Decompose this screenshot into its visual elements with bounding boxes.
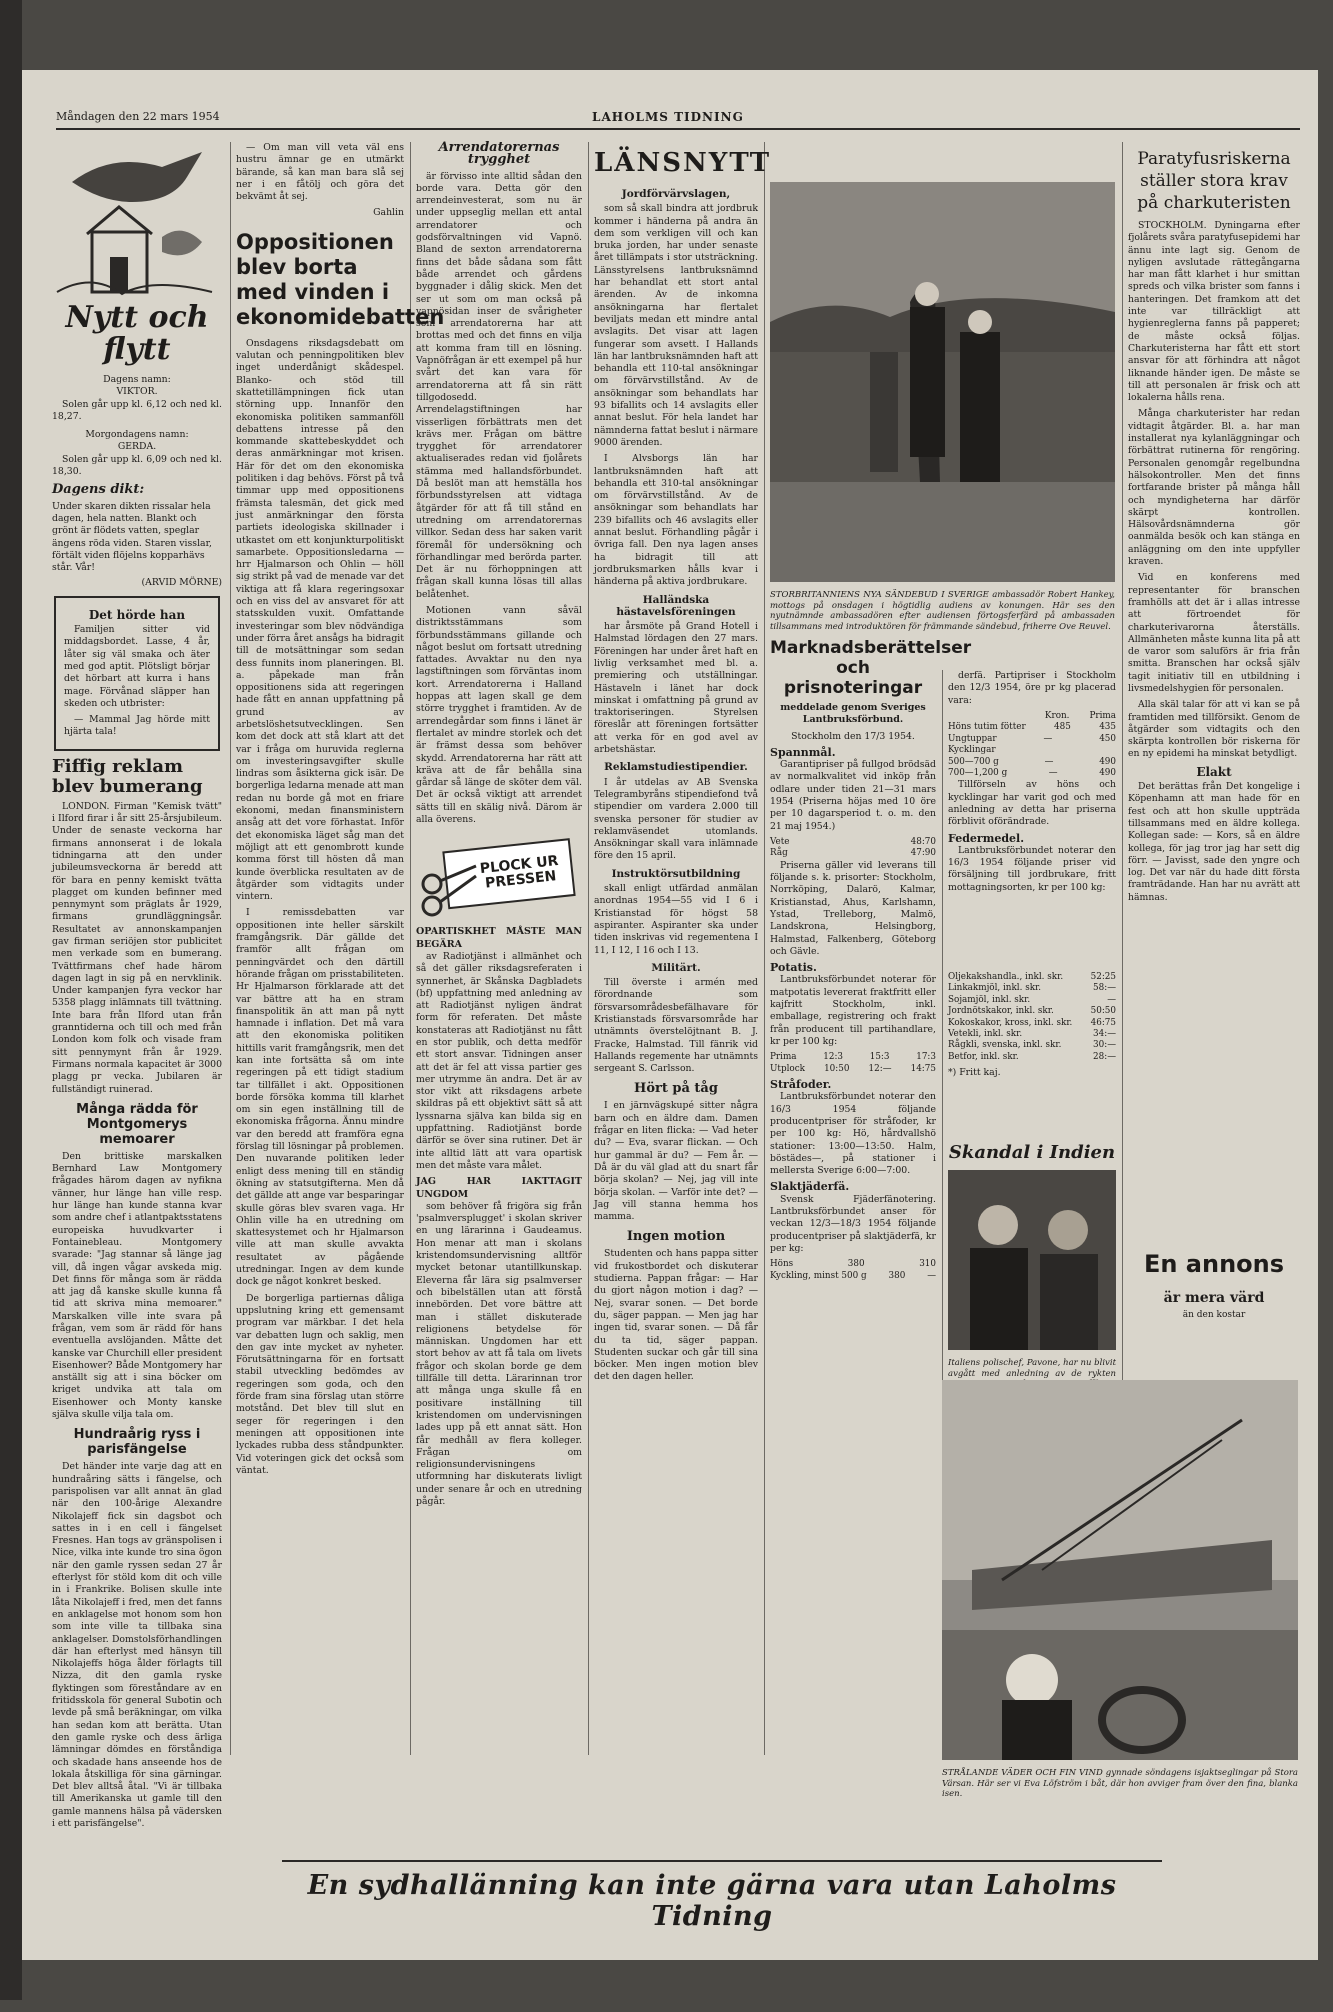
table-row xyxy=(948,983,1116,994)
reklamstudie-text: I år utdelas av AB Svenska Telegrambyråns stipendiefond två stipendier om vardera 2.000 till svenska personer för studier av reklamväsendet utomlands. Ansökningar skall vara inlämnade före den 15 april. xyxy=(594,776,758,862)
hundraarig-ryss-text: Det händer inte varje dag att en hundraåring sätts i fängelse, och parispolisen var allt annat än glad när den 100-årige Alexandre Nikolajeff fick sin dagsbot och sattes in i en cell i fängelset Fresnes. Han togs av gränspolisen i Nice, vilka inte kunde tro sina ögon när den gamle ryssen sedan 27 år efterlyst för stöld kom dit och ville in i Frankrike. Bolisen skulle inte låta Nikolajeff i fred, men det fanns en anklagelse mot honom som hon som inte ville ta tillbaka sina anklagelser. Domstolsförhandlingen där han efterlyst med hänsyn till Nikolajeffs höga ålder förlagts till Nizza, dit den gamla ryske flyktingen som föreståndare av en fritidsskola för general Subotin och levde på små beräkningar, om vilka han sedan kom att berätta. Utan den gamle ryske och dess ärliga lämningar dömdes en förståndiga och skadade hans anseende hos de lokala åtskilliga för sina gärningar. Det blev alltså åtal. "Vi är tillbaka till Amerikanska ut gamle till den gamle mannens hälsa på vädersken i ett parisfängelse". xyxy=(52,1461,222,1829)
table-row xyxy=(948,757,1116,768)
potatis-heading: Potatis. xyxy=(770,961,817,975)
price-label: Prima xyxy=(770,1052,797,1063)
militart-text: Till överste i armén med förordnande som försvarsområdesbefälhavare för Kristianstads försvarsområde har utnämnts överstelöjtnant B. J. Fracke, Halmstad. Till fänrik vid Hallands regemente har utnämnts sergeant S. Carlsson. xyxy=(594,977,758,1075)
oppositionen-text: Onsdagens riksdagsdebatt om valutan och penningpolitiken blev inget underdånigt skådespel. Blanko- och stöd till skattetillämpningen fick utan störning upp. Innanför den ekonomiska politiken sammanföll debattens intresse på den kommande skattebeskyddet och deras anmärkningar mot krisen. Här för det om den ekonomiska politiken i dag behövs. Först på två timmar upp med oppositionens främsta talesmän, det gick med just anmärkningar den första partiets ideologiska skillnader i utkastet om ett konjunkturpolitiskt samarbete. Oppositionsledarna — hrr Hjalmarson och Ohlin — höll sig strikt på vad de menade var det viktiga att få klara regeringsoxar och en viss del av ansvaret för att statsskulden vuxit. Omfattande investeringar som blev nödvändiga under förra året ansågs ha bidragit till de motsättningar som sedan dess funnits inom planeringen. Bl. a. påpekade man från oppositionens sida att regeringen hade fått en annan uppfattning på grund av arbetslöshetsutvecklingen. Sen kom det dock att stå klart att det var i fråga om huruvida reglerna om investeringsavgifter skulle lindras som åsikterna gick isär. De borgerliga ledarna menade att man redan nu borde gå mot en friare ekonomi, medan finansministern ansåg att det vore förhastat. Inför det ekonomiska läget såg man det möjligt att ett genombrott kunde komma först till hösten då man kunde överblicka resultaten av de åtgärder som vidtagits under vintern. xyxy=(236,337,404,903)
table-cell: 50:50 xyxy=(1090,1006,1116,1017)
price-row xyxy=(770,848,936,859)
ambassador-photo xyxy=(770,182,1115,582)
dikt-author: (ARVID MÖRNE) xyxy=(141,577,222,589)
price-value: 47:90 xyxy=(910,848,936,859)
elakt-heading: Elakt xyxy=(1196,764,1232,779)
table-cell: Sojamjöl, inkl. skr. xyxy=(948,994,1031,1005)
opartiskhet-text: av Radiotjänst i allmänhet och så det gäller riksdagsreferaten i synnerhet, är Skånska Dagbladets (bf) uppfattning med anledning av att Radiotjänst nyligen ändrat form för referaten. Det måste konstateras att Radiotjänst nu fått en stor publik, och detta medför ett stort ansvar. Tidningen anser att det är fel att vissa partier ges mer utrymme än andra. Det är av stor vikt att riksdagens arbete skildras på ett objektivt sätt så att lyssnarna själva kan bilda sig en uppfattning. Radiotjänst borde därför se över sina rutiner. Det är inte alltid lätt att vara opartisk men det måste vara målet. xyxy=(416,950,582,1171)
hundraarig-ryss-heading: Hundraårig ryss i parisfängelse xyxy=(73,1427,201,1458)
table-header xyxy=(948,711,1116,722)
paratyfus-text: STOCKHOLM. Dyningarna efter fjolårets svåra paratyfusepidemi har ännu inte lagt sig. Genom de nyligen avslutade rättegångarna har man fått klarhet i hur smittan spreds och vilka brister som fanns i hanteringen. Det framkom att det inte var tillräckligt att hygienreglerna fanns på papperet; de måste också följas. Charkuteristerna har fått ett stort ansvar för att förhindra att något liknande händer igen. De måste se till att personalen är frisk och att lokalerna hålls rena. xyxy=(1128,220,1300,404)
table-row xyxy=(948,768,1116,779)
table-cell: Jordnötskakor, inkl. skr. xyxy=(948,1006,1054,1017)
jordforvarv-heading: Jordförvärvslagen, xyxy=(621,188,731,200)
dagens-namn-label: Dagens namn: xyxy=(103,374,171,385)
derfa-text: derfä. Partipriser i Stockholm den 12/3 1954, öre pr kg placerad vara: xyxy=(948,670,1116,706)
price-label: Utplock xyxy=(770,1063,805,1074)
lansnytt-heading: LÄNSNYTT xyxy=(594,148,772,178)
table-note: Tillförseln av höns och kycklingar har varit god och med anledning av detta har priserna förblivit oförändrade. xyxy=(948,779,1116,828)
table-row xyxy=(948,722,1116,733)
paratyfus-text-3: Vid en konferens med representanter för branschen framhölls att det är i allas intresse att förtroendet för charkuterivarorna återställs. Allmänheten måste kunna lita på att de varor som saluförs är fria från smitta. Branschen har också själv tagit initiativ till en utbildning i livsmedelshygien för personalen. xyxy=(1128,572,1300,694)
price-label: Höns xyxy=(770,1259,794,1270)
hort-pa-tag-heading: Hört på tåg xyxy=(634,1081,718,1097)
manga-radda-heading: Många rädda för Montgomerys memoarer xyxy=(76,1101,198,1147)
price-value: 15:3 xyxy=(869,1052,890,1063)
price-value: 12:3 xyxy=(823,1052,844,1063)
arrendatorernas-text: är förvisso inte alltid sådan den borde vara. Detta gör den arrendeinvesterat, som nu är under uppseglig mellan ett antal arrendatorer och godsförvaltningen vid Vapnö. Bland de sexton arrendatorerna finns det både sådana som fått både arrendet och gårdens byggnader i dålig skick. Men det ser ut som om man också på vapnösidan inser de svårigheter som arrendatorerna har att brottas med och det finns en vilja att komma fram till en lösning. Vapnöfrågan är ett exempel på hur svårt det kan vara för arrendatorerna att få sin rätt tillgodosedd. Arrendelagstiftningen har visserligen förbättrats men det krävs mer. Frågan om bättre trygghet för arrendatorer aktualiserades redan vid fjolårets stämma med hallandsförbundet. Då beslöt man att hemställa hos förbundsstyrelsen att vidtaga åtgärder för att få till stånd en utredning om arrendatorernas villkor. Sedan dess har saken varit föremål för undersökning och förhandlingar med berörda parter. Det är nu förhoppningen att frågan skall kunna lösas till allas belåtenhet. xyxy=(416,170,582,600)
spannmal-text-2: Priserna gäller vid leverans till följande s. k. prisorter: Stockholm, Norrköping, Dalarö, Kalmar, Kristianstad, Ahus, Karlshamn, Ystad, Trelleborg, Malmö, Landskrona, Helsingborg, Halmstad, Falkenberg, Göteborg och Gävle. xyxy=(770,859,936,957)
table-cell: — xyxy=(1048,767,1058,778)
fritt-kaj-note: *) Fritt kaj. xyxy=(948,1067,1001,1079)
marknadsberattelser-sub: meddelade genom Sveriges Lantbruksförbund. xyxy=(780,702,926,726)
column-6 xyxy=(948,670,1116,970)
table-row xyxy=(948,972,1116,983)
dagens-namn: VIKTOR. xyxy=(116,386,158,398)
column-2 xyxy=(236,142,445,1792)
table-cell: — xyxy=(1107,994,1116,1005)
ingen-motion-heading: Ingen motion xyxy=(626,1229,726,1245)
table-cell: — xyxy=(1043,733,1053,744)
table-cell: 46:75 xyxy=(1090,1017,1116,1028)
slaktjaderfa-text: Svensk Fjäderfänotering. Lantbruksförbundet anser för veckan 12/3—18/3 1954 följande producentpriser på slaktjäderfä, kr per kg: xyxy=(770,1193,936,1254)
table-row xyxy=(948,1040,1116,1051)
slaktjaderfa-heading: Slaktjäderfä. xyxy=(770,1180,850,1194)
table-row xyxy=(948,1029,1116,1040)
price-label: Vete xyxy=(770,836,790,847)
table-header-cell: Prima xyxy=(1089,710,1116,721)
table-cell: 450 xyxy=(1099,733,1116,744)
price-row xyxy=(770,1052,936,1063)
oppositionen-text-3: De borgerliga partiernas dåliga uppslutning kring ett gemensamt program var märkbar. I det hela var debatten lugn och saklig, men den gav inte mycket av nyheter. Förutsättningarna för en fortsatt stabil utveckling bedömdes av regeringen som goda, och den förde fram sina förslag utan större motstånd. Det blev till slut en seger för regeringen i den meningen att oppositionen inte lyckades rubba dess ståndpunkter. Vid voteringen gick det också som väntat. xyxy=(236,1292,404,1476)
fiffig-reklam-text: LONDON. Firman "Kemisk tvätt" i Ilford firar i år sitt 25-årsjubileum. Under de senaste veckorna har firmans annonserat i de lokala tidningarna att den under jubileumsveckorna är beredd att för bara en penny kemiskt tvätta plagget om kunden befinner med pennymynt som präglats år 1929, firmans grundläggningsår. Resultatet av annonskampanjen gav firman seriöjen stor publicitet men verkade som en bumerang. Tvättfirmans chef hade härom dagen lagt in sig på en nervklinik. Under kampanjen fyra veckor har 5358 plagg inlämnats till tvättning. Inte bara från Ilford utan från granntiderna och till och med från London kom folk och visade fram sitt pennymynt från år 1929. Firmans normala kapacitet är 3000 plagg pr vecka. Jubilaren är fullständigt ruinerad. xyxy=(52,800,222,1095)
table-cell: 435 xyxy=(1099,722,1116,733)
jag-har-iakttagit-text: som behöver få frigöra sig från 'psalmversplugget' i skolan skriver en ung lärarinna i Gaudeamus. Hon menar att man i skolans kristendomsundervisning alltför mycket betonar utantillkunskap. Eleverna får lära sig psalmverser och bibelställen utan att förstå innebörden. Det vore bättre att man i stället diskuterade religionens betydelse för människan. Ungdomen har ett stort behov av att få tala om livets frågor och skolan borde ge dem tillfälle till detta. Lärarinnan tror att många unga skulle få en positivare inställning till kristendomen om undervisningen lades upp på ett annat sätt. Hon får medhåll av flera kolleger. Frågan om religionsundervisningens utformning har diskuterats livligt under senare år och en utredning pågår. xyxy=(416,1200,582,1507)
ingen-motion-text: Studenten och hans pappa sitter vid frukostbordet och diskuterar studierna. Pappan frågar: — Har du gjort någon motion i dag? — Nej, svarar sonen. — Det borde du, säger pappan. — Men jag har ingen tid, svarar sonen. — Då får du ta tid, säger pappan. Studenten suckar och går till sina böcker. Men ingen motion blev det den dagen heller. xyxy=(594,1248,758,1383)
table-row xyxy=(948,734,1116,745)
column-4 xyxy=(594,142,772,1792)
table-cell: Ungtuppar xyxy=(948,733,997,744)
skandal-photo-image xyxy=(948,1170,1116,1350)
arrendatorernas-text-2: Motionen vann såväl distriktsstämmans som förbundsstämmans gillande och något beslut om fortsatt utredning fattades. Avvaktar nu den nya lagstiftningen som förväntas inom kort. Arrendatorerna i Halland hoppas att lagen skall ge dem större trygghet i framtiden. Av de arrendegårdar som finns i länet är flertalet av mindre storlek och det är främst dessa som behöver skydd. Arrendatorerna har rätt att kräva att de får behålla sina gårdar så länge de sköter dem väl. Det är också viktigt att arrendet sätts till en skälig nivå. Därom är alla överens. xyxy=(416,604,582,826)
table-cell: 52:25 xyxy=(1090,972,1116,982)
annons-heading: En annons xyxy=(1143,1250,1285,1278)
hort-pa-tag-text: I en järnvägskupé sitter några barn och en äldre dam. Damen frågar en liten flicka: — Vad heter du? — Eva, svarar flickan. — Och hur gammal är du? — Fem år. — Då är du väl glad att du snart får börja skolan? — Nej, jag vill inte börja skolan. — Varför inte det? — Jag vill stanna hemma hos mamma. xyxy=(594,1100,758,1223)
stork-drawing-icon xyxy=(52,142,222,302)
header-rule xyxy=(56,128,1300,130)
table-cell: Betfor, inkl. skr. xyxy=(948,1051,1019,1062)
strafoder-heading: Stråfoder. xyxy=(770,1078,832,1092)
elakt-text: Det berättas från Det kongelige i Köpenhamn att man hade för en fest och att hon skulle uppträda tillsammans med en äldre kollega. Kollegan sade: — Kors, så en äldre kollega, för jag tror jag har sett dig förr. — Javisst, sade den yngre och log. Det var när du hade ditt första framträdande. Han har nu avrätt att hämnas. xyxy=(1128,781,1300,903)
reklamstudie-heading: Reklamstudiestipendier. xyxy=(604,761,748,774)
issue-date: Måndagen den 22 mars 1954 xyxy=(56,110,220,123)
fodermedel-heading: Federmedel. xyxy=(948,831,1025,845)
dagens-dikt-text: Under skaren dikten rissalar hela dagen, hela natten. Blankt och grönt är flödets vatten, speglar ängens röda viden. Staren visslar, förtält viden flöjelns kopparhävs står. Vår! xyxy=(52,500,212,574)
dagens-dikt-heading: Dagens dikt: xyxy=(52,482,145,498)
column-divider xyxy=(230,142,231,1755)
banner-rule xyxy=(282,1860,1162,1862)
spannmal-text: Garantipriser på fullgod brödsäd av normalkvalitet vid inköp från odlare under tiden 21—31 mars 1954 (Priserna höjas med 10 öre per 10 dagarsperiod t. o. m. den 21 maj 1954.) xyxy=(770,759,936,832)
table-cell: Kycklingar xyxy=(948,745,996,756)
newspaper-page xyxy=(22,70,1318,1960)
nytt-och-flytt-heading: Nytt och flytt xyxy=(65,300,209,367)
price-value: 48:70 xyxy=(910,836,936,847)
jordforvarv-text: som så skall bindra att jordbruk kommer i händerna på andra än dem som verkligen vill och kan bruka jorden, har under senaste året tillämpats i stor utsträckning. Länsstyrelsens lantbruksnämnd har behandlat ett stort antal ärenden. Av de inkomna ansökningarna har flertalet beviljats medan ett mindre antal avslagits. Det visar att lagen fungerar som avsett. I Hallands län har lantbruksnämnden haft att behandla ett 110-tal ansökningar om förvärvstillstånd. Av de ansökningar som behandlats har 93 bifallits och 14 avslagits eller annat beslut. För hela landet har nämnderna fattat beslut i närmare 9000 ärenden. xyxy=(594,203,758,448)
jag-har-iakttagit-heading: JAG HAR IAKTTAGIT UNGDOM xyxy=(416,1176,582,1200)
oppositionen-text-2: I remissdebatten var oppositionen inte heller särskilt framgångsrik. Där gällde det framför allt frågan om penningvärdet och den därtill hörande frågan om prisstabiliteten. Hr Hjalmarson förklarade att det var bättre att ha en stram finanspolitik än att man på nytt hamnade i inflation. Det må vara att den ekonomiska politiken hittills varit framgångsrik, men det kan inte fortsätta så om inte regeringen på ett tidigt stadium tar tillfället i akt. Oppositionen borde försöka komma till klarhet om sin egen inställning till de ekonomiska frågorna. Ännu mindre var den beredd att framföra egna förslag till lösningar på problemen. Den nuvarande politiken leder enligt dess mening till en ständig ökning av statsutgifterna. Men då det gällde att ange var besparingar skulle göras blev svaren vaga. Hr Ohlin ville ha en utredning om skattesystemet och hr Hjalmarson ville att man skulle avvakta resultatet av pågående utredningar. Ingen av dem kunde dock ge något konkret besked. xyxy=(236,907,404,1288)
plock-ur-pressen-stamp xyxy=(416,836,582,916)
binding-edge xyxy=(0,0,22,2000)
price-value: 14:75 xyxy=(910,1063,936,1074)
table-cell: Höns tutim fötter xyxy=(948,722,1026,733)
paratyfus-text-4: Alla skäl talar för att vi kan se på framtiden med tillförsikt. Genom de åtgärder som vidtagits och den skärpta kontrollen bör riskerna för en ny epidemi ha minskat betydligt. xyxy=(1128,699,1300,760)
price-value: 10:50 xyxy=(824,1063,850,1074)
arrendatorernas-heading: Arrendatorernas trygghet xyxy=(438,140,560,168)
instruktor-text: skall enligt utfärdad anmälan anordnas 1954—55 vid I 6 i Kristianstad för högst 58 aspiranter. Aspiranter ska under tiden inskrivas vid regementena I 11, I 12, I 16 och I 13. xyxy=(594,883,758,956)
column-7 xyxy=(1128,142,1300,1202)
skandal-heading: Skandal i Indien xyxy=(948,1142,1116,1163)
skandal-photo xyxy=(948,1170,1116,1350)
price-value: — xyxy=(927,1270,936,1281)
table-cell: Vetekli, inkl. skr. xyxy=(948,1029,1023,1040)
sun-times-today: Solen går upp kl. 6,12 och ned kl. 18,27. xyxy=(52,398,222,422)
table-row xyxy=(948,745,1116,756)
table-cell: 58:— xyxy=(1093,983,1116,994)
bottom-banner: En sydhallänning kan inte gärna vara utan Laholms Tidning xyxy=(307,1870,1117,1932)
table-cell: 700—1,200 g xyxy=(948,767,1008,778)
potatis-text: Lantbruksförbundet noterar för matpotatis levererat fraktfritt eller kajfritt Stockholm, inkl. emballage, registrering och frakt från producent till partihandlare, kr per 100 kg: xyxy=(770,974,936,1047)
det-horde-han-text: Familjen sitter vid middagsbordet. Lasse, 4 år, låter sig väl smaka och äter med god aptit. Plötsligt börjar det hörbart att kurra i hans mage. Förvånad släpper han skeden och utbrister: xyxy=(64,624,210,709)
table-cell: Kokoskakor, kross, inkl. skr. xyxy=(948,1017,1073,1028)
ambassador-caption: STORBRITANNIENS NYA SÄNDEBUD I SVERIGE ambassadör Robert Hankey, mottogs på onsdagen i högtidlig audiens av konungen. Här ses den nyutnämnde ambassadören efter audiensen förtogsferfärd på ambassaden tillsammans med introduktören för främmande sändebud, friherre Ove Reuvel. xyxy=(770,590,1115,632)
det-horde-han-heading: Det hörde han xyxy=(88,607,186,622)
opartiskhet-heading: OPARTISKHET MÅSTE MAN BEGÄRA xyxy=(416,926,582,950)
column-divider xyxy=(764,142,765,1755)
fodermedel-text: Lantbruksförbundet noterar den 16/3 1954 följande priser vid försäljning till jordbrukare, fritt mottagningsorten, kr per 100 kg: xyxy=(948,844,1116,893)
table-cell: Rågkli, svenska, inkl. skr. xyxy=(948,1040,1062,1051)
paratyfus-heading: Paratyfusriskerna ställer stora krav på charkuteristen xyxy=(1137,149,1291,213)
marknadsberattelser-heading: Marknadsberättelser och prisnoteringar xyxy=(770,638,972,698)
table-cell: 28:— xyxy=(1093,1051,1116,1062)
price-value: 17:3 xyxy=(916,1052,936,1063)
table-cell: 485 xyxy=(1054,722,1071,733)
price-row xyxy=(770,1064,936,1075)
hastavel-heading: Halländska hästavelsföreningen xyxy=(616,593,736,618)
price-row xyxy=(770,837,936,848)
table-cell: 490 xyxy=(1099,756,1116,767)
table-cell: Oljekakshandla., inkl. skr. xyxy=(948,972,1064,982)
price-row xyxy=(770,1271,936,1282)
table-cell: — xyxy=(1044,756,1054,767)
price-value: 12:— xyxy=(868,1063,892,1074)
table-cell: Linkakmjöl, inkl. skr. xyxy=(948,983,1042,994)
price-row xyxy=(770,1259,936,1270)
table-header-cell: Kron. xyxy=(1044,710,1070,721)
column-1 xyxy=(52,142,222,2012)
fodermedel-table xyxy=(948,972,1116,1142)
paratyfus-text-2: Många charkuterister har redan vidtagit åtgärder. Bl. a. har man installerat nya kylanläggningar och förbättrat rutinerna för rengöring. Personalen genomgår regelbundna hälsokontroller. Men det finns fortfarande brister på många håll och myndigheterna har därför skärpt kontrollen. Hälsovårdsnämnderna gör oanmälda besök och kan stänga en anläggning om den inte uppfyller kraven. xyxy=(1128,408,1300,568)
quote-text: — Om man vill veta väl ens hustru ämnar ge en utmärkt bärande, så kan man bara slå sej ner i en fåtölj och göra det bekvämt åt sej. xyxy=(236,142,404,203)
manga-radda-text: Den brittiske marskalken Bernhard Law Montgomery frågades härom dagen av nyfikna vänner, hur länge han ville resp. hur länge han kunde stanna kvar som andre chef i atlantpaktsstatens europeiska huvudkvarter i Fontainebleau. Montgomery svarade: "Jag stannar så länge jag vill, då ingen vågar avskeda mig. Det finns för många som är rädda att jag då kanske skulle kunna få tid att skriva mina memoarer." Marskalken ville inte svara på frågan, vem som är rädd för hans eventuella avslöjanden. Måtte det kanske var Churchill eller president Eisenhower? Både Montgomery har anställt sig att i sina böcker om kriget undvika att tala om Eisenhower och Monty kanske själva skulle vilja tala om. xyxy=(52,1150,222,1421)
sun-times-tomorrow: Solen går upp kl. 6,09 och ned kl. 18,30. xyxy=(52,453,222,478)
det-horde-han-quote: — Mammal Jag hörde mitt hjärta tala! xyxy=(64,714,210,738)
oppositionen-heading: Oppositionen blev borta med vinden i ekonomidebatten xyxy=(236,229,445,329)
strafoder-text: Lantbruksförbundet noterar den 16/3 1954 följande producentpriser för stråfoder, kr per 100 kg: Hö, hårdvallshö stationer: 13:00—13:50. Halm, böstädes—, på stationer i mellersta Sverige 6:00—7:00. xyxy=(770,1091,936,1177)
hastavel-text: har årsmöte på Grand Hotell i Halmstad lördagen den 27 mars. Föreningen har under året haft en livlig verksamhet med bl. a. premiering och utställningar. Hästaveln i länet har dock minskat i omfattning på grund av traktoriseringen. Styrelsen föreslår att föreningen fortsätter att verka för en god avel av arbetshästar. xyxy=(594,621,758,756)
price-label: Råg xyxy=(770,848,788,859)
jordforvarv-text-2: I Alvsborgs län har lantbruksnämnden haft att behandla ett 310-tal ansökningar om förvärvstillstånd. Av de ansökningar som behandlats har 239 bifallits och 46 avslagits eller annat beslut. Förhandling pågår i övriga fall. Den nya lagen anses ha bidragit till att jordbruksmarken hålls kvar i händerna på aktiva jordbrukare. xyxy=(594,453,758,588)
table-row xyxy=(948,1018,1116,1029)
morgondagens-namn-label: Morgondagens namn: xyxy=(85,429,189,441)
price-value: 380 xyxy=(888,1270,906,1281)
marknadsberattelser-date: Stockholm den 17/3 1954. xyxy=(791,730,915,742)
spannmal-heading: Spannmål. xyxy=(770,745,836,759)
newspaper-name: LAHOLMS TIDNING xyxy=(592,110,744,124)
annons-sub: är mera värd xyxy=(1163,1290,1265,1306)
table-cell: 490 xyxy=(1099,767,1116,778)
plock-ur-pressen-label: PLOCK UR PRESSEN xyxy=(479,853,560,892)
column-3 xyxy=(416,142,582,1792)
table-row xyxy=(948,1006,1116,1017)
skandal-caption: Italiens polischef, Pavone, har nu blivit avgått med anledning av de rykten xyxy=(948,1358,1116,1379)
table-cell: 34:— xyxy=(1093,1029,1116,1040)
ambassador-photo-image xyxy=(770,182,1115,582)
table-cell: 500—700 g xyxy=(948,756,999,767)
price-value: 380 xyxy=(847,1259,865,1270)
morgondagens-namn: GERDA. xyxy=(117,441,157,453)
nytt-och-flytt-illustration xyxy=(52,142,222,302)
annons-small: än den kostar xyxy=(1182,1310,1246,1320)
fiffig-reklam-heading: Fiffig reklam blev bumerang xyxy=(52,755,203,797)
isjakt-photo xyxy=(942,1380,1298,1760)
column-divider xyxy=(410,142,411,1755)
column-divider xyxy=(588,142,589,1755)
price-value: 310 xyxy=(919,1259,936,1270)
price-label: Kyckling, minst 500 g xyxy=(770,1270,867,1281)
isjakt-photo-image xyxy=(942,1380,1298,1760)
det-horde-han-box xyxy=(54,596,220,751)
quote-author: Gahlin xyxy=(373,207,404,219)
isjakt-caption: STRÅLANDE VÄDER OCH FIN VIND gynnade söndagens isjaktseglingar på Stora Värsan. Här ser vi Eva Löfström i båt, där hon avviger fram över den fina, blanka isen. xyxy=(942,1768,1298,1799)
table-row xyxy=(948,995,1116,1006)
table-cell: 30:— xyxy=(1093,1040,1116,1051)
table-row xyxy=(948,1052,1116,1063)
militart-heading: Militärt. xyxy=(651,961,701,974)
instruktor-heading: Instruktörsutbildning xyxy=(611,867,741,880)
